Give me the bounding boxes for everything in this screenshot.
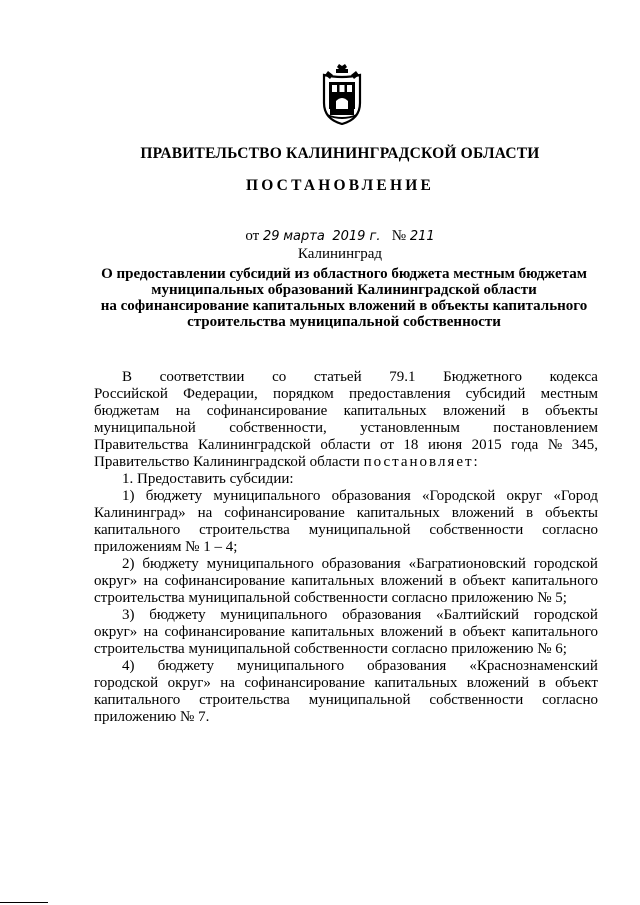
number-sign: № [391, 228, 407, 244]
subject-line: О предоставлении субсидий из областного бюджета местным бюджетам [101, 266, 587, 282]
word: Федерации, [183, 386, 258, 402]
word: объекты [545, 403, 598, 419]
word: капитального [511, 573, 598, 589]
word: № [547, 437, 563, 453]
word: на [143, 573, 159, 589]
word: капитальных [291, 624, 375, 640]
word: вложений [466, 675, 530, 691]
subject-line: строительства муниципальной собственности [187, 314, 501, 330]
text-line [94, 488, 598, 505]
word: «Краснознаменский [469, 658, 598, 674]
date-day: 29 [262, 229, 280, 244]
text-line [94, 386, 598, 403]
word: округ» [94, 624, 138, 640]
organization-title: ПРАВИТЕЛЬСТВО КАЛИНИНГРАДСКОЙ ОБЛАСТИ [140, 145, 540, 162]
word: года [511, 437, 539, 453]
date-line [0, 228, 640, 245]
document-number: 211 [409, 229, 435, 244]
word: муниципального [206, 556, 314, 572]
word: местным [540, 386, 598, 402]
word: городской [94, 675, 159, 691]
word: области [320, 437, 371, 453]
date-year: 2019 г. [332, 229, 381, 244]
resolves-word: постановляет [363, 454, 474, 470]
word: строительства [199, 692, 290, 708]
word: объект [462, 573, 506, 589]
word: бюджету [145, 488, 203, 504]
word: образования [367, 658, 447, 674]
word: 1) [122, 488, 135, 504]
word: капитального [511, 624, 598, 640]
word: согласно [542, 522, 598, 538]
text-line [94, 624, 598, 641]
word: вложений [442, 403, 506, 419]
word: 2015 [471, 437, 502, 453]
word: «Балтийский [436, 607, 520, 623]
word: строительства [199, 522, 290, 538]
word: муниципального [237, 658, 345, 674]
word: установленным [360, 420, 460, 436]
word: соответствии [159, 369, 245, 385]
word: муниципальной [308, 522, 411, 538]
word: образования [321, 556, 401, 572]
word: июня [427, 437, 463, 453]
preamble-text: Правительство Калининградской области [94, 454, 364, 470]
text-line: приложениям № 1 – 4; [94, 539, 238, 555]
text-line [94, 556, 598, 573]
word: «Городской [421, 488, 496, 504]
word: «Багратионовский [408, 556, 526, 572]
text-line [94, 658, 598, 675]
word: кодекса [549, 369, 598, 385]
word: муниципального [213, 488, 321, 504]
word: на [220, 675, 235, 691]
word: образования [331, 488, 411, 504]
word: 3) [122, 607, 135, 623]
text-line [94, 573, 598, 590]
document-subject [94, 266, 594, 330]
word: на [175, 403, 191, 419]
word: образования [342, 607, 422, 623]
word: «Город [553, 488, 598, 504]
word: муниципальной [308, 692, 411, 708]
word: 79.1 [389, 369, 416, 385]
text-line [94, 454, 598, 471]
word: бюджету [157, 658, 214, 674]
text-line [94, 607, 598, 624]
word: Калининград» [94, 505, 186, 521]
footer-divider [0, 902, 48, 903]
word: софинансирование [164, 573, 286, 589]
word: в [526, 505, 534, 521]
word: объекты [545, 505, 598, 521]
word: от [380, 437, 394, 453]
word: 2) [122, 556, 135, 572]
word: муниципального [220, 607, 328, 623]
word: В [122, 369, 133, 385]
date-prefix: от [245, 228, 260, 244]
word: вложений [380, 624, 444, 640]
word: субсидий [465, 386, 526, 402]
word: предоставления [348, 386, 451, 402]
text-line [94, 692, 598, 709]
text-line [94, 420, 598, 437]
word: бюджету [142, 556, 199, 572]
word: капитального [94, 522, 181, 538]
word: на [143, 624, 159, 640]
word: округ» [94, 573, 138, 589]
word: согласно [542, 692, 598, 708]
text-line [94, 675, 598, 692]
text-line [94, 505, 598, 522]
word: капитальных [291, 573, 375, 589]
word: собственности, [229, 420, 327, 436]
word: округ» [167, 675, 211, 691]
date-month: марта [283, 229, 325, 244]
subject-line: муниципальных образований Калининградской области [151, 282, 537, 298]
coat-of-arms-emblem [319, 63, 365, 125]
word: объект [462, 624, 506, 640]
item-1: 1. Предоставить субсидии: [122, 471, 294, 487]
word: бюджету [149, 607, 206, 623]
word: софинансирование [224, 505, 345, 521]
word: бюджетам [94, 403, 160, 419]
word: софинансирование [244, 675, 365, 691]
word: постановлением [493, 420, 598, 436]
word: в [538, 675, 546, 691]
word: собственности [429, 692, 524, 708]
text-line: строительства муниципальной собственности согласно приложению № 6; [94, 641, 567, 657]
word: в [449, 624, 457, 640]
document-type: ПОСТАНОВЛЕНИЕ [245, 177, 435, 194]
word: городской [533, 556, 598, 572]
colon: : [473, 454, 478, 470]
word: муниципальной [94, 420, 196, 436]
text-line: приложению № 7. [94, 709, 210, 725]
word: капитального [94, 692, 181, 708]
text-line [94, 522, 598, 539]
word: в [449, 573, 457, 589]
city: Калининград [297, 246, 383, 262]
text-line: строительства муниципальной собственности согласно приложению № 5; [94, 590, 567, 606]
word: на [197, 505, 213, 521]
word: 4) [122, 658, 135, 674]
word: со [272, 369, 287, 385]
text-line [94, 403, 598, 420]
word: в [521, 403, 529, 419]
subject-line: на софинансирование капитальных вложений в объекты капитального [100, 298, 588, 314]
word: капитальных [343, 403, 427, 419]
word: вложений [451, 505, 515, 521]
word: 345, [571, 437, 598, 453]
word: софинансирование [206, 403, 328, 419]
word: городской [533, 607, 598, 623]
text-line [94, 437, 598, 454]
word: статьей [313, 369, 362, 385]
word: вложений [380, 573, 444, 589]
word: Правительства [94, 437, 189, 453]
text-line [94, 369, 598, 386]
word: 18 [403, 437, 419, 453]
word: Российской [94, 386, 168, 402]
word: капитальных [356, 505, 440, 521]
word: собственности [429, 522, 524, 538]
word: софинансирование [164, 624, 286, 640]
document-body [94, 369, 598, 726]
word: Калининградской [197, 437, 311, 453]
word: Бюджетного [443, 369, 523, 385]
word: капитальных [374, 675, 458, 691]
word: порядком [272, 386, 334, 402]
word: округ [506, 488, 543, 504]
word: объект [555, 675, 598, 691]
